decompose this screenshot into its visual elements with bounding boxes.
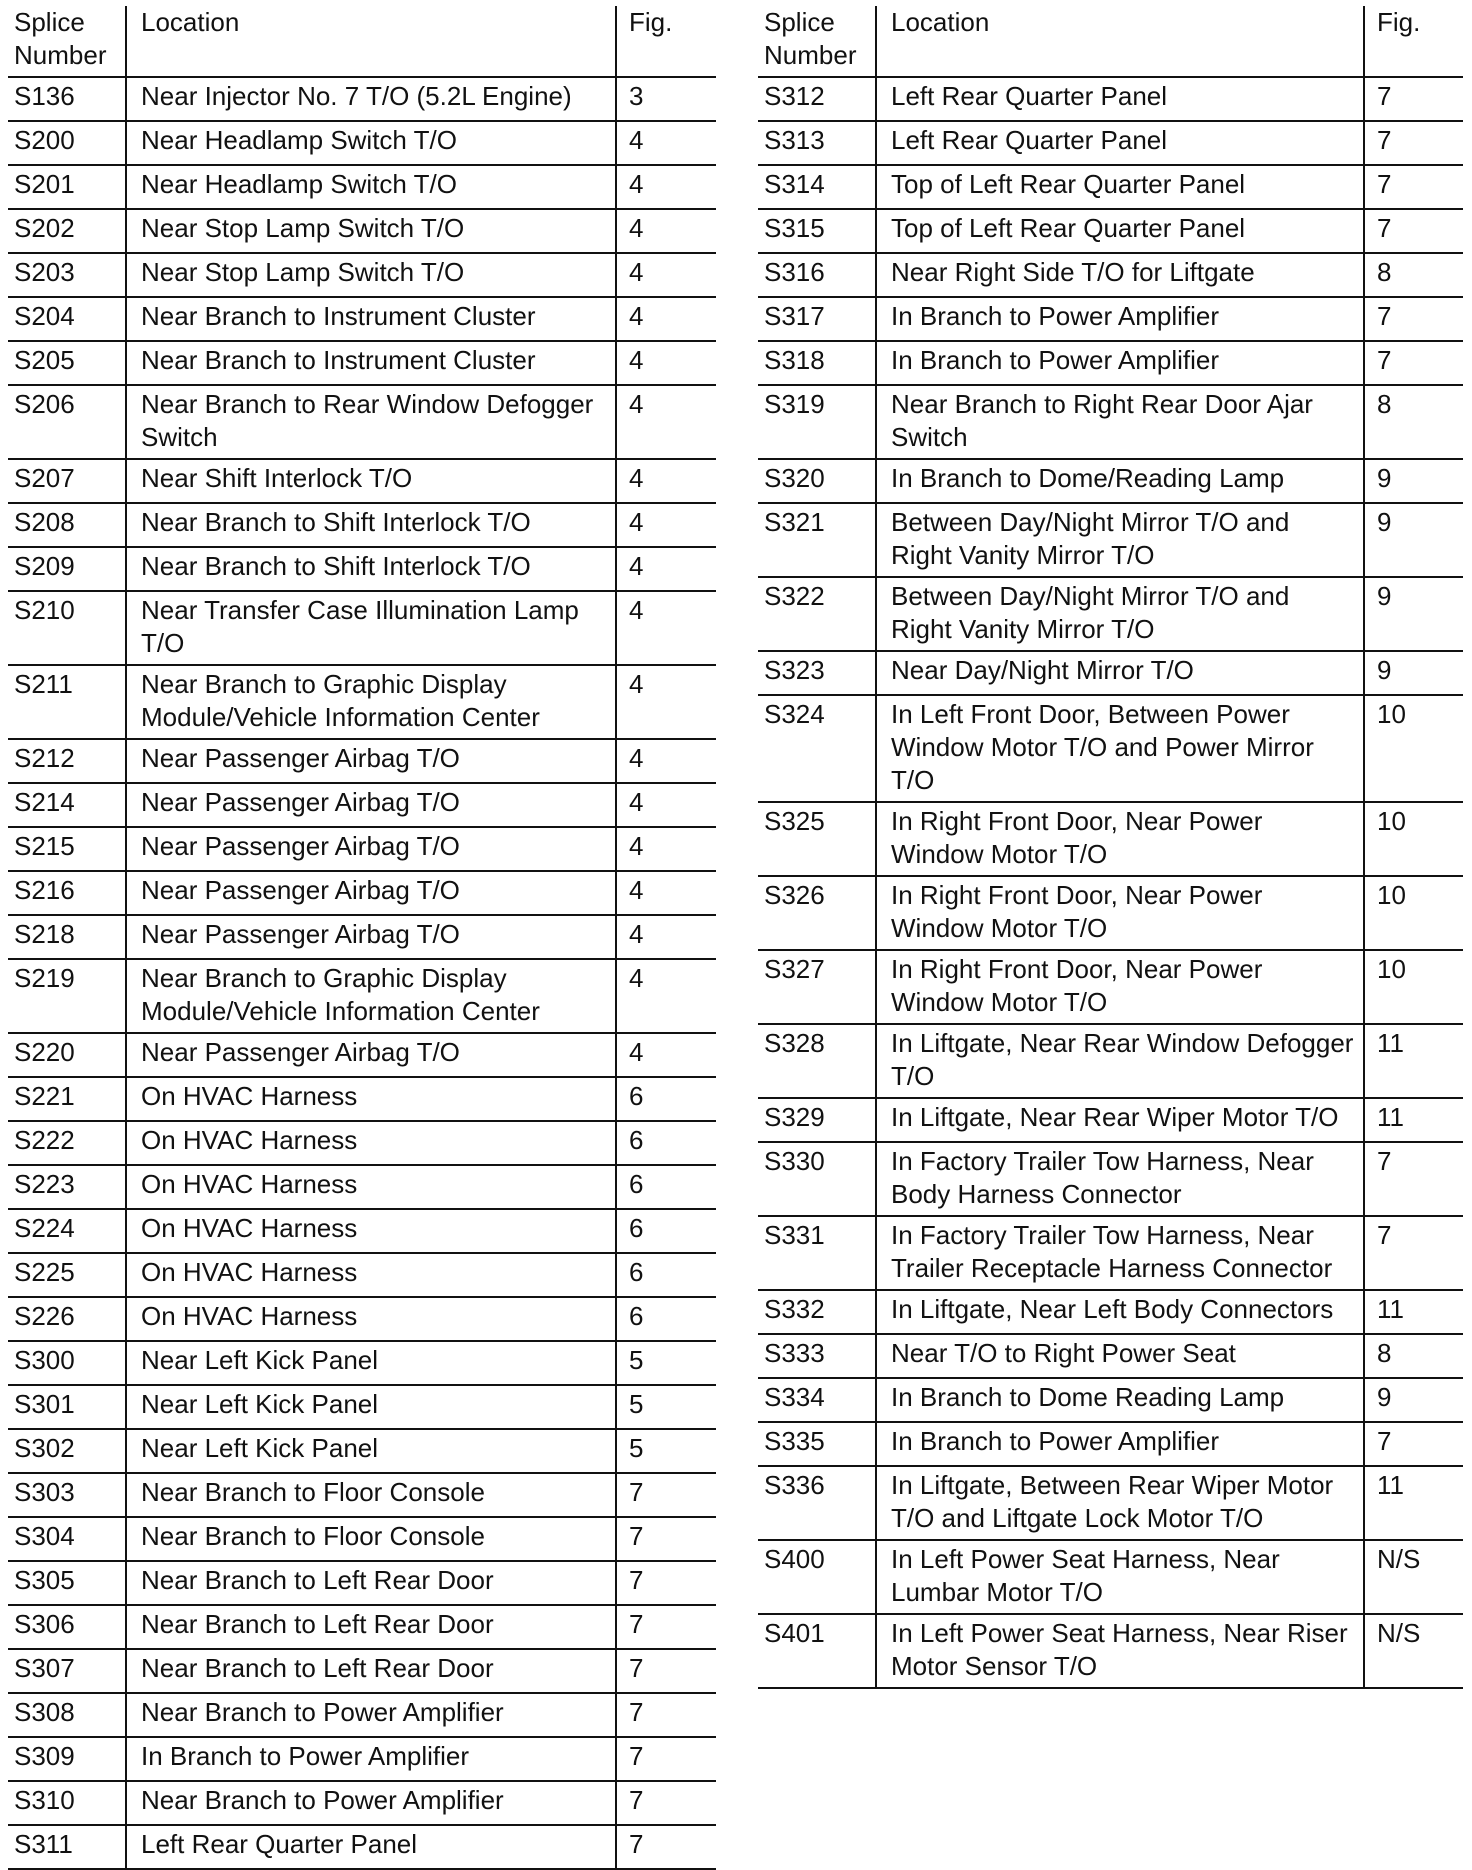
- splice-number-cell: S324: [758, 695, 876, 802]
- fig-cell: 5: [616, 1429, 716, 1473]
- table-row: [758, 503, 1463, 577]
- fig-cell: 9: [1364, 459, 1463, 503]
- splice-number-cell: S313: [758, 121, 876, 165]
- table-row: [758, 695, 1463, 802]
- fig-cell: 4: [616, 547, 716, 591]
- splice-number-cell: S335: [758, 1422, 876, 1466]
- table-row: [758, 253, 1463, 297]
- splice-number-cell: S307: [8, 1649, 126, 1693]
- table-row: [8, 341, 716, 385]
- splice-number-cell: S319: [758, 385, 876, 459]
- location-cell: In Branch to Power Amplifier: [876, 1422, 1364, 1466]
- location-cell: Near Branch to Shift Interlock T/O: [126, 503, 616, 547]
- location-cell: Near Injector No. 7 T/O (5.2L Engine): [126, 77, 616, 121]
- fig-cell: 4: [616, 665, 716, 739]
- location-cell: Near Branch to Floor Console: [126, 1473, 616, 1517]
- splice-number-cell: S206: [8, 385, 126, 459]
- location-cell: In Factory Trailer Tow Harness, Near Body Harness Connector: [876, 1142, 1364, 1216]
- table-row: [758, 1290, 1463, 1334]
- splice-number-cell: S334: [758, 1378, 876, 1422]
- location-cell: Near Passenger Airbag T/O: [126, 827, 616, 871]
- splice-number-cell: S224: [8, 1209, 126, 1253]
- table-row: [8, 1121, 716, 1165]
- splice-number-cell: S328: [758, 1024, 876, 1098]
- fig-cell: 4: [616, 827, 716, 871]
- splice-number-cell: S332: [758, 1290, 876, 1334]
- location-cell: Near Branch to Shift Interlock T/O: [126, 547, 616, 591]
- table-row: [8, 121, 716, 165]
- header-fig: Fig.: [1364, 6, 1463, 77]
- fig-cell: 6: [616, 1121, 716, 1165]
- table-row: [758, 1334, 1463, 1378]
- splice-number-cell: S207: [8, 459, 126, 503]
- table-row: [8, 1649, 716, 1693]
- fig-cell: 8: [1364, 1334, 1463, 1378]
- location-cell: Near Transfer Case Illumination Lamp T/O: [126, 591, 616, 665]
- splice-number-cell: S317: [758, 297, 876, 341]
- fig-cell: 7: [616, 1649, 716, 1693]
- table-row: [758, 1216, 1463, 1290]
- location-cell: In Right Front Door, Near Power Window Motor T/O: [876, 950, 1364, 1024]
- location-cell: Near Passenger Airbag T/O: [126, 1033, 616, 1077]
- fig-cell: 10: [1364, 876, 1463, 950]
- location-cell: Near Branch to Graphic Display Module/Vehicle Information Center: [126, 665, 616, 739]
- location-cell: Left Rear Quarter Panel: [876, 121, 1364, 165]
- fig-cell: 7: [1364, 1142, 1463, 1216]
- location-cell: Near Passenger Airbag T/O: [126, 783, 616, 827]
- splice-number-cell: S226: [8, 1297, 126, 1341]
- splice-number-cell: S304: [8, 1517, 126, 1561]
- location-cell: Near Branch to Floor Console: [126, 1517, 616, 1561]
- location-cell: Near Branch to Instrument Cluster: [126, 341, 616, 385]
- splice-number-cell: S316: [758, 253, 876, 297]
- splice-number-cell: S221: [8, 1077, 126, 1121]
- table-row: [8, 1561, 716, 1605]
- table-row: [8, 915, 716, 959]
- table-row: [8, 297, 716, 341]
- splice-number-cell: S314: [758, 165, 876, 209]
- fig-cell: 10: [1364, 695, 1463, 802]
- table-row: [8, 1825, 716, 1869]
- location-cell: In Branch to Power Amplifier: [126, 1737, 616, 1781]
- header-location: Location: [876, 6, 1364, 77]
- location-cell: Near Branch to Left Rear Door: [126, 1605, 616, 1649]
- fig-cell: 11: [1364, 1024, 1463, 1098]
- splice-number-cell: S327: [758, 950, 876, 1024]
- splice-number-cell: S201: [8, 165, 126, 209]
- table-row: [8, 1297, 716, 1341]
- table-body-right: [758, 77, 1463, 1688]
- splice-number-cell: S223: [8, 1165, 126, 1209]
- location-cell: Near Branch to Power Amplifier: [126, 1693, 616, 1737]
- location-cell: Near Branch to Right Rear Door Ajar Switch: [876, 385, 1364, 459]
- fig-cell: 10: [1364, 802, 1463, 876]
- location-cell: Left Rear Quarter Panel: [876, 77, 1364, 121]
- splice-number-cell: S329: [758, 1098, 876, 1142]
- location-cell: Top of Left Rear Quarter Panel: [876, 165, 1364, 209]
- table-row: [8, 827, 716, 871]
- location-cell: In Branch to Dome Reading Lamp: [876, 1378, 1364, 1422]
- table-row: [8, 459, 716, 503]
- location-cell: In Branch to Power Amplifier: [876, 297, 1364, 341]
- table-row: [758, 1378, 1463, 1422]
- fig-cell: 4: [616, 1033, 716, 1077]
- table-row: [758, 577, 1463, 651]
- location-cell: Near Right Side T/O for Liftgate: [876, 253, 1364, 297]
- fig-cell: N/S: [1364, 1540, 1463, 1614]
- table-body-left: [8, 77, 716, 1869]
- fig-cell: 7: [616, 1825, 716, 1869]
- location-cell: Near Stop Lamp Switch T/O: [126, 253, 616, 297]
- fig-cell: 4: [616, 915, 716, 959]
- fig-cell: 9: [1364, 503, 1463, 577]
- fig-cell: 4: [616, 385, 716, 459]
- fig-cell: 3: [616, 77, 716, 121]
- table-row: [758, 341, 1463, 385]
- location-cell: Left Rear Quarter Panel: [126, 1825, 616, 1869]
- splice-number-cell: S203: [8, 253, 126, 297]
- table-row: [8, 77, 716, 121]
- location-cell: Near Left Kick Panel: [126, 1385, 616, 1429]
- fig-cell: 7: [616, 1517, 716, 1561]
- fig-cell: 7: [616, 1781, 716, 1825]
- fig-cell: 7: [616, 1473, 716, 1517]
- table-row: [8, 1165, 716, 1209]
- fig-cell: 4: [616, 783, 716, 827]
- fig-cell: 4: [616, 209, 716, 253]
- fig-cell: 4: [616, 503, 716, 547]
- location-cell: Near Shift Interlock T/O: [126, 459, 616, 503]
- location-cell: In Branch to Dome/Reading Lamp: [876, 459, 1364, 503]
- splice-number-cell: S211: [8, 665, 126, 739]
- splice-number-cell: S209: [8, 547, 126, 591]
- fig-cell: 7: [1364, 165, 1463, 209]
- fig-cell: 7: [1364, 341, 1463, 385]
- fig-cell: 7: [1364, 297, 1463, 341]
- splice-number-cell: S309: [8, 1737, 126, 1781]
- location-cell: In Left Power Seat Harness, Near Riser Motor Sensor T/O: [876, 1614, 1364, 1688]
- table-row: [8, 1253, 716, 1297]
- splice-number-cell: S200: [8, 121, 126, 165]
- table-header-row: [8, 6, 716, 77]
- splice-number-cell: S401: [758, 1614, 876, 1688]
- fig-cell: 7: [1364, 1216, 1463, 1290]
- splice-number-cell: S208: [8, 503, 126, 547]
- splice-number-cell: S400: [758, 1540, 876, 1614]
- fig-cell: 9: [1364, 1378, 1463, 1422]
- fig-cell: 8: [1364, 385, 1463, 459]
- location-cell: In Branch to Power Amplifier: [876, 341, 1364, 385]
- splice-number-cell: S218: [8, 915, 126, 959]
- splice-number-cell: S311: [8, 1825, 126, 1869]
- fig-cell: 7: [616, 1737, 716, 1781]
- fig-cell: 4: [616, 253, 716, 297]
- table-row: [8, 665, 716, 739]
- splice-number-cell: S331: [758, 1216, 876, 1290]
- table-row: [8, 1341, 716, 1385]
- splice-number-cell: S136: [8, 77, 126, 121]
- table-row: [8, 1077, 716, 1121]
- table-row: [758, 209, 1463, 253]
- fig-cell: 7: [616, 1561, 716, 1605]
- table-row: [758, 802, 1463, 876]
- table-row: [758, 950, 1463, 1024]
- fig-cell: 4: [616, 591, 716, 665]
- table-row: [8, 385, 716, 459]
- location-cell: In Liftgate, Near Left Body Connectors: [876, 1290, 1364, 1334]
- location-cell: On HVAC Harness: [126, 1253, 616, 1297]
- table-row: [8, 1781, 716, 1825]
- table-row: [8, 1209, 716, 1253]
- table-row: [758, 77, 1463, 121]
- location-cell: In Left Power Seat Harness, Near Lumbar Motor T/O: [876, 1540, 1364, 1614]
- splice-number-cell: S222: [8, 1121, 126, 1165]
- location-cell: Near Passenger Airbag T/O: [126, 915, 616, 959]
- splice-number-cell: S204: [8, 297, 126, 341]
- location-cell: Near Left Kick Panel: [126, 1429, 616, 1473]
- location-cell: Near Passenger Airbag T/O: [126, 739, 616, 783]
- splice-number-cell: S322: [758, 577, 876, 651]
- splice-number-cell: S214: [8, 783, 126, 827]
- table-row: [758, 1614, 1463, 1688]
- table-row: [758, 1098, 1463, 1142]
- location-cell: Near T/O to Right Power Seat: [876, 1334, 1364, 1378]
- location-cell: Near Passenger Airbag T/O: [126, 871, 616, 915]
- splice-table-left: [8, 6, 716, 1870]
- fig-cell: 4: [616, 165, 716, 209]
- fig-cell: 4: [616, 959, 716, 1033]
- table-row: [8, 591, 716, 665]
- splice-number-cell: S323: [758, 651, 876, 695]
- location-cell: Between Day/Night Mirror T/O and Right Vanity Mirror T/O: [876, 577, 1364, 651]
- location-cell: In Factory Trailer Tow Harness, Near Trailer Receptacle Harness Connector: [876, 1216, 1364, 1290]
- splice-number-cell: S312: [758, 77, 876, 121]
- table-row: [758, 1422, 1463, 1466]
- location-cell: Near Day/Night Mirror T/O: [876, 651, 1364, 695]
- fig-cell: 7: [1364, 209, 1463, 253]
- splice-number-cell: S215: [8, 827, 126, 871]
- splice-number-cell: S333: [758, 1334, 876, 1378]
- fig-cell: 7: [616, 1693, 716, 1737]
- location-cell: In Liftgate, Between Rear Wiper Motor T/O and Liftgate Lock Motor T/O: [876, 1466, 1364, 1540]
- splice-number-cell: S303: [8, 1473, 126, 1517]
- fig-cell: 4: [616, 297, 716, 341]
- location-cell: Top of Left Rear Quarter Panel: [876, 209, 1364, 253]
- location-cell: On HVAC Harness: [126, 1077, 616, 1121]
- table-row: [8, 209, 716, 253]
- table-row: [8, 547, 716, 591]
- table-row: [758, 1540, 1463, 1614]
- splice-number-cell: S305: [8, 1561, 126, 1605]
- table-row: [8, 1033, 716, 1077]
- location-cell: Near Branch to Power Amplifier: [126, 1781, 616, 1825]
- table-row: [758, 165, 1463, 209]
- location-cell: Near Headlamp Switch T/O: [126, 165, 616, 209]
- location-cell: Near Branch to Graphic Display Module/Vehicle Information Center: [126, 959, 616, 1033]
- table-header-row: [758, 6, 1463, 77]
- splice-number-cell: S212: [8, 739, 126, 783]
- splice-number-cell: S220: [8, 1033, 126, 1077]
- location-cell: Near Stop Lamp Switch T/O: [126, 209, 616, 253]
- fig-cell: 11: [1364, 1098, 1463, 1142]
- location-cell: In Liftgate, Near Rear Wiper Motor T/O: [876, 1098, 1364, 1142]
- fig-cell: 7: [616, 1605, 716, 1649]
- fig-cell: 9: [1364, 577, 1463, 651]
- table-row: [758, 459, 1463, 503]
- table-row: [758, 297, 1463, 341]
- table-row: [8, 959, 716, 1033]
- splice-number-cell: S306: [8, 1605, 126, 1649]
- location-cell: In Right Front Door, Near Power Window Motor T/O: [876, 802, 1364, 876]
- location-cell: On HVAC Harness: [126, 1297, 616, 1341]
- splice-number-cell: S320: [758, 459, 876, 503]
- table-row: [8, 503, 716, 547]
- splice-number-cell: S225: [8, 1253, 126, 1297]
- header-fig: Fig.: [616, 6, 716, 77]
- fig-cell: 8: [1364, 253, 1463, 297]
- header-location: Location: [126, 6, 616, 77]
- table-row: [8, 1605, 716, 1649]
- splice-number-cell: S302: [8, 1429, 126, 1473]
- splice-number-cell: S301: [8, 1385, 126, 1429]
- location-cell: Between Day/Night Mirror T/O and Right Vanity Mirror T/O: [876, 503, 1364, 577]
- fig-cell: 7: [1364, 77, 1463, 121]
- table-row: [8, 165, 716, 209]
- table-row: [758, 385, 1463, 459]
- header-splice-number: Splice Number: [758, 6, 876, 77]
- table-row: [8, 739, 716, 783]
- location-cell: Near Headlamp Switch T/O: [126, 121, 616, 165]
- fig-cell: 5: [616, 1341, 716, 1385]
- splice-number-cell: S336: [758, 1466, 876, 1540]
- fig-cell: 11: [1364, 1290, 1463, 1334]
- location-cell: In Left Front Door, Between Power Window Motor T/O and Power Mirror T/O: [876, 695, 1364, 802]
- table-row: [8, 783, 716, 827]
- location-cell: Near Branch to Rear Window Defogger Switch: [126, 385, 616, 459]
- table-row: [758, 1142, 1463, 1216]
- splice-table-right: [758, 6, 1463, 1689]
- splice-number-cell: S205: [8, 341, 126, 385]
- fig-cell: 6: [616, 1077, 716, 1121]
- fig-cell: N/S: [1364, 1614, 1463, 1688]
- fig-cell: 11: [1364, 1466, 1463, 1540]
- splice-number-cell: S330: [758, 1142, 876, 1216]
- fig-cell: 5: [616, 1385, 716, 1429]
- table-row: [8, 871, 716, 915]
- splice-number-cell: S321: [758, 503, 876, 577]
- fig-cell: 4: [616, 121, 716, 165]
- location-cell: On HVAC Harness: [126, 1165, 616, 1209]
- table-row: [8, 1429, 716, 1473]
- splice-number-cell: S300: [8, 1341, 126, 1385]
- fig-cell: 6: [616, 1209, 716, 1253]
- location-cell: On HVAC Harness: [126, 1121, 616, 1165]
- splice-number-cell: S219: [8, 959, 126, 1033]
- fig-cell: 9: [1364, 651, 1463, 695]
- fig-cell: 4: [616, 739, 716, 783]
- table-row: [8, 1737, 716, 1781]
- location-cell: Near Left Kick Panel: [126, 1341, 616, 1385]
- fig-cell: 7: [1364, 1422, 1463, 1466]
- table-row: [758, 651, 1463, 695]
- table-row: [8, 1473, 716, 1517]
- location-cell: On HVAC Harness: [126, 1209, 616, 1253]
- fig-cell: 6: [616, 1253, 716, 1297]
- table-row: [758, 876, 1463, 950]
- location-cell: In Right Front Door, Near Power Window Motor T/O: [876, 876, 1364, 950]
- splice-number-cell: S202: [8, 209, 126, 253]
- table-row: [758, 1466, 1463, 1540]
- splice-number-cell: S326: [758, 876, 876, 950]
- splice-number-cell: S315: [758, 209, 876, 253]
- fig-cell: 6: [616, 1165, 716, 1209]
- table-row: [758, 121, 1463, 165]
- table-row: [758, 1024, 1463, 1098]
- header-splice-number: Splice Number: [8, 6, 126, 77]
- fig-cell: 6: [616, 1297, 716, 1341]
- splice-number-cell: S210: [8, 591, 126, 665]
- table-row: [8, 1517, 716, 1561]
- splice-number-cell: S216: [8, 871, 126, 915]
- splice-number-cell: S318: [758, 341, 876, 385]
- fig-cell: 4: [616, 341, 716, 385]
- table-row: [8, 1385, 716, 1429]
- splice-number-cell: S308: [8, 1693, 126, 1737]
- fig-cell: 10: [1364, 950, 1463, 1024]
- fig-cell: 4: [616, 459, 716, 503]
- location-cell: Near Branch to Left Rear Door: [126, 1649, 616, 1693]
- fig-cell: 7: [1364, 121, 1463, 165]
- splice-number-cell: S310: [8, 1781, 126, 1825]
- table-row: [8, 253, 716, 297]
- splice-number-cell: S325: [758, 802, 876, 876]
- location-cell: Near Branch to Instrument Cluster: [126, 297, 616, 341]
- table-row: [8, 1693, 716, 1737]
- fig-cell: 4: [616, 871, 716, 915]
- location-cell: Near Branch to Left Rear Door: [126, 1561, 616, 1605]
- location-cell: In Liftgate, Near Rear Window Defogger T/O: [876, 1024, 1364, 1098]
